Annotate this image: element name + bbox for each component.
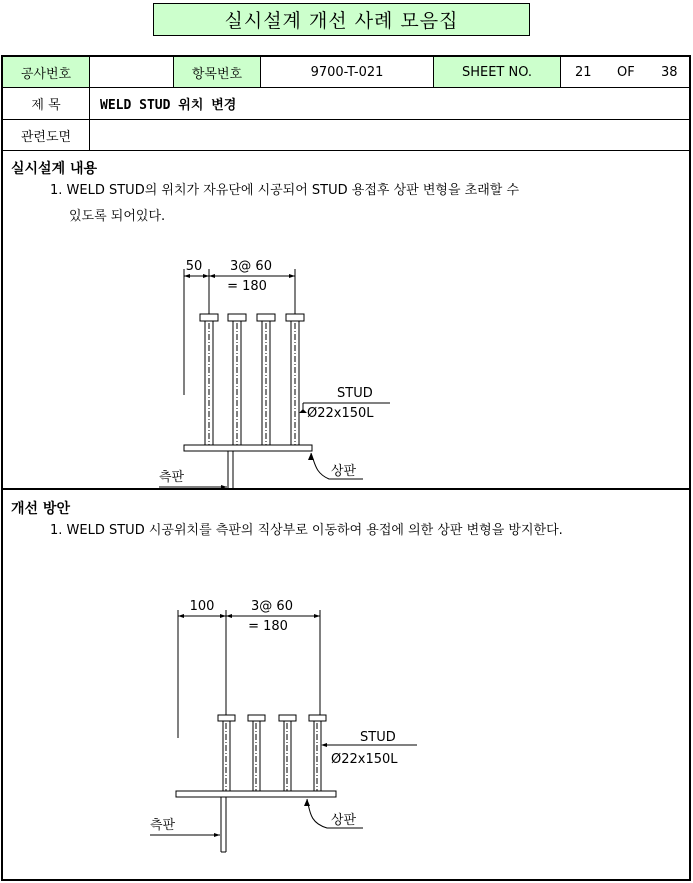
- project-no-value: [90, 57, 174, 87]
- related-label: 관련도면: [3, 120, 90, 150]
- subject-row: [3, 88, 689, 120]
- side-plate-label: 측판: [159, 470, 185, 485]
- improvement-line1: 1. WELD STUD 시공위치를 측판의 직상부로 이동하여 용접에 의한 상판 변형을 방지한다.: [50, 523, 563, 538]
- project-no-label: 공사번호: [3, 57, 90, 87]
- item-no-label: 항목번호: [174, 57, 261, 87]
- dim-spacing-label: 3@ 60: [230, 259, 272, 274]
- top-plate-label: 상판: [331, 464, 357, 479]
- dim-total-label: = 180: [248, 619, 288, 634]
- top-plate: [176, 791, 336, 797]
- stud-2: [248, 715, 265, 791]
- dim-total-label: = 180: [227, 279, 267, 294]
- stud-2: [228, 314, 246, 445]
- subject-value: WELD STUD 위치 변경: [100, 98, 237, 113]
- stud-3: [257, 314, 275, 445]
- stud-1: [200, 314, 218, 445]
- current-design-drawing: [3, 151, 689, 488]
- item-no-value: 9700-T-021: [261, 57, 434, 87]
- stud-label: STUD: [337, 386, 373, 401]
- sheet-current: 21: [575, 64, 592, 80]
- current-design-line2: 있도록 되어있다.: [69, 209, 166, 224]
- stud-spec: Ø22x150L: [331, 752, 398, 767]
- current-design-line1: 1. WELD STUD의 위치가 자유단에 시공되어 STUD 용접후 상판 변형을 초래할 수: [50, 183, 520, 198]
- improvement-drawing: [3, 490, 689, 881]
- dim-offset-label: 100: [189, 599, 215, 614]
- related-row: [3, 120, 689, 151]
- side-plate-label: 측판: [150, 818, 176, 833]
- improvement-title: 개선 방안: [11, 501, 70, 517]
- stud-4: [309, 715, 326, 791]
- dim-offset-label: 50: [185, 259, 203, 274]
- stud-label: STUD: [360, 730, 396, 745]
- sheet-total: 38: [661, 64, 678, 80]
- current-design-section: [3, 151, 689, 490]
- sheet-of: OF: [617, 64, 635, 80]
- header-row: [3, 57, 689, 88]
- sheet-no-label: SHEET NO.: [434, 57, 561, 87]
- improvement-section: [3, 490, 689, 881]
- current-design-title: 실시설계 내용: [11, 161, 98, 177]
- page-title: 실시설계 개선 사례 모음집: [153, 3, 530, 36]
- stud-1: [218, 715, 235, 791]
- related-value: [90, 120, 689, 150]
- subject-label: 제 목: [3, 88, 90, 119]
- stud-spec: Ø22x150L: [307, 406, 374, 421]
- top-plate: [184, 445, 312, 451]
- stud-3: [279, 715, 296, 791]
- stud-4: [286, 314, 304, 445]
- document-sheet: [1, 55, 691, 881]
- top-plate-label: 상판: [331, 813, 357, 828]
- dim-spacing-label: 3@ 60: [251, 599, 293, 614]
- sheet-no-value: [561, 57, 689, 87]
